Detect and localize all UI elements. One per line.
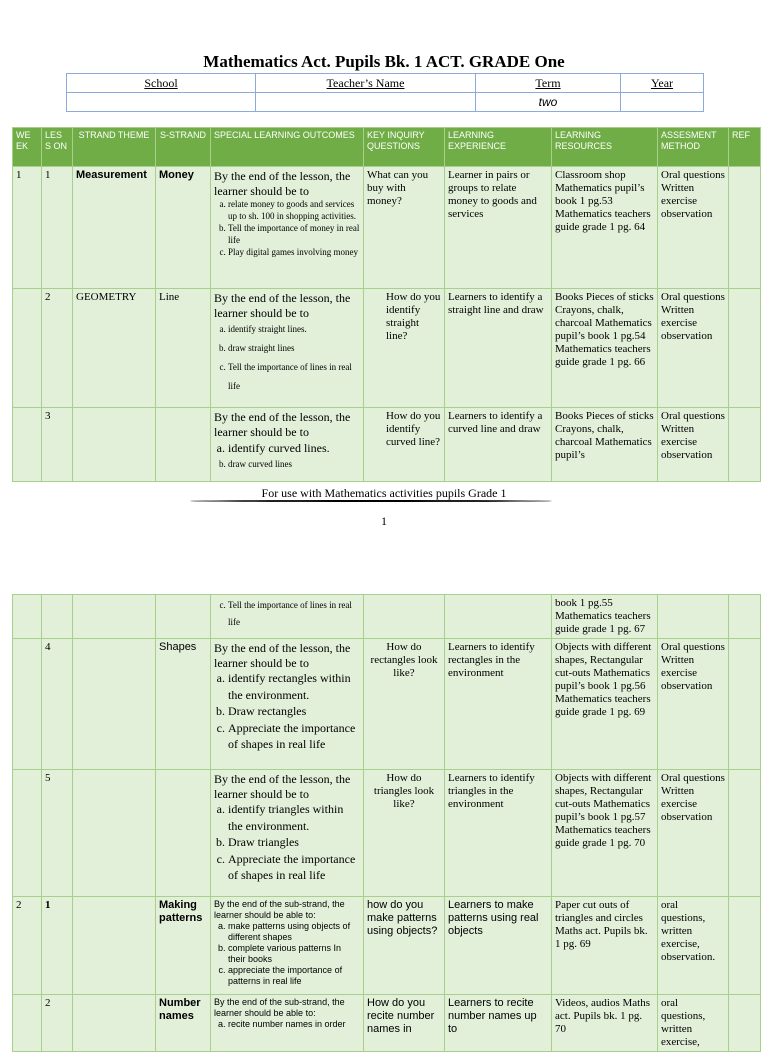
outcome-item: b. Draw triangles — [228, 834, 360, 851]
experience-cell: Learners to identify triangles in the environment — [445, 770, 552, 897]
header-assessment: ASSESMENT METHOD — [658, 128, 729, 167]
experience-cell — [445, 595, 552, 639]
assessment-cell: Oral questions Written exercise observation — [658, 167, 729, 289]
header-week: WE EK — [13, 128, 42, 167]
resources-cell: Videos, audios Maths act. Pupils bk. 1 pg. 70 — [552, 995, 658, 1052]
week-cell: 1 — [13, 167, 42, 289]
sub-strand-cell: Number names — [156, 995, 211, 1052]
outcome-item: a. identify straight lines. — [228, 320, 360, 339]
week-cell — [13, 595, 42, 639]
sub-strand-cell: Money — [156, 167, 211, 289]
header-lesson: LES S ON — [42, 128, 73, 167]
outcome-item: b. draw curved lines — [228, 458, 360, 470]
outcome-item: b. Tell the importance of money in real life — [228, 222, 360, 246]
table-row — [13, 167, 761, 289]
outcome-item: a. relate money to goods and services up to sh. 100 in shopping activities. — [228, 198, 360, 222]
outcome-list — [214, 921, 360, 987]
ref-cell — [729, 995, 761, 1052]
outcomes-cell — [211, 995, 364, 1052]
question-cell: how do you make patterns using objects? — [364, 897, 445, 995]
outcome-item: c. Tell the importance of lines in real life — [228, 358, 360, 396]
lesson-cell — [42, 595, 73, 639]
week-cell — [13, 770, 42, 897]
outcomes-cell — [211, 167, 364, 289]
outcome-intro: By the end of the lesson, the learner should be to — [214, 641, 351, 670]
outcome-intro: By the end of the sub-strand, the learner should be able to: — [214, 997, 345, 1018]
outcome-list — [214, 670, 360, 753]
page-footer: For use with Mathematics activities pupils Grade 1 — [261, 486, 507, 500]
resources-cell: Books Pieces of sticks Crayons, chalk, charcoal Mathematics pupil’s — [552, 408, 658, 482]
sub-strand-cell: Making patterns — [156, 897, 211, 995]
outcome-intro: By the end of the lesson, the learner should be to — [214, 291, 351, 320]
scheme-table-page2 — [12, 594, 761, 1052]
school-label: School — [67, 74, 256, 93]
assessment-cell: Oral questions Written exercise observation — [658, 639, 729, 770]
week-cell — [13, 289, 42, 408]
outcome-item: a. identify triangles within the environment. — [228, 801, 360, 834]
question-cell: How do you identify straight line? — [364, 289, 445, 408]
outcomes-cell — [211, 408, 364, 482]
resources-cell: Paper cut outs of triangles and circles Maths act. Pupils bk. 1 pg. 69 — [552, 897, 658, 995]
outcome-list — [214, 320, 360, 396]
outcome-intro: By the end of the sub-strand, the learner should be able to: — [214, 899, 345, 920]
question-cell: How do rectangles look like? — [364, 639, 445, 770]
year-label: Year — [621, 74, 704, 93]
strand-cell: GEOMETRY — [73, 289, 156, 408]
strand-cell — [73, 897, 156, 995]
outcome-item: a. make patterns using objects of different shapes — [228, 921, 360, 943]
assessment-cell: oral questions, written exercise, observation. — [658, 897, 729, 995]
teacher-name-field[interactable] — [256, 93, 476, 112]
outcome-intro: By the end of the lesson, the learner should be to — [214, 169, 351, 198]
assessment-cell: Oral questions Written exercise observation — [658, 408, 729, 482]
footer-divider — [190, 500, 552, 502]
strand-cell: Measurement — [73, 167, 156, 289]
teacher-name-label: Teacher’s Name — [256, 74, 476, 93]
lesson-cell: 5 — [42, 770, 73, 897]
outcome-item: b. complete various patterns In their books — [228, 943, 360, 965]
strand-cell — [73, 995, 156, 1052]
experience-cell: Learner in pairs or groups to relate money to goods and services — [445, 167, 552, 289]
experience-cell: Learners to identify rectangles in the environment — [445, 639, 552, 770]
resources-cell: Objects with different shapes, Rectangular cut-outs Mathematics pupil’s book 1 pg.57 Mathematics teachers guide grade 1 pg. 70 — [552, 770, 658, 897]
year-field[interactable] — [621, 93, 704, 112]
table-row — [13, 408, 761, 482]
ref-cell — [729, 595, 761, 639]
table-row — [13, 995, 761, 1052]
outcome-item: c. appreciate the importance of patterns in real life — [228, 965, 360, 987]
ref-cell — [729, 639, 761, 770]
resources-cell: Classroom shop Mathematics pupil’s book 1 pg.53 Mathematics teachers guide grade 1 pg. 64 — [552, 167, 658, 289]
strand-cell — [73, 408, 156, 482]
outcome-item: a. identify curved lines. — [228, 439, 360, 458]
outcome-item: b. Draw rectangles — [228, 703, 360, 720]
sub-strand-cell: Shapes — [156, 639, 211, 770]
table-row — [13, 289, 761, 408]
outcome-list — [214, 597, 360, 631]
lesson-cell: 2 — [42, 995, 73, 1052]
outcome-item: c. Tell the importance of lines in real life — [228, 597, 360, 631]
ref-cell — [729, 770, 761, 897]
lesson-cell: 1 — [42, 167, 73, 289]
outcome-item: a. identify rectangles within the environment. — [228, 670, 360, 703]
school-field[interactable] — [67, 93, 256, 112]
ref-cell — [729, 897, 761, 995]
header-sub-strand: S-STRAND — [156, 128, 211, 167]
week-cell: 2 — [13, 897, 42, 995]
week-cell — [13, 995, 42, 1052]
experience-cell: Learners to identify a curved line and draw — [445, 408, 552, 482]
scheme-table-page1 — [12, 127, 761, 482]
outcome-item: c. Play digital games involving money — [228, 246, 360, 258]
table-row — [13, 897, 761, 995]
resources-cell: Objects with different shapes, Rectangular cut-outs Mathematics pupil’s book 1 pg.56 Mathematics teachers guide grade 1 pg. 69 — [552, 639, 658, 770]
strand-cell — [73, 770, 156, 897]
outcome-list — [214, 1019, 360, 1030]
header-ref: REF — [729, 128, 761, 167]
outcomes-cell — [211, 770, 364, 897]
assessment-cell: Oral questions Written exercise observation — [658, 289, 729, 408]
header-resources: LEARNING RESOURCES — [552, 128, 658, 167]
experience-cell: Learners to identify a straight line and draw — [445, 289, 552, 408]
week-cell — [13, 408, 42, 482]
assessment-cell: oral questions, written exercise, — [658, 995, 729, 1052]
question-cell — [364, 595, 445, 639]
term-field[interactable]: two — [476, 93, 621, 112]
question-cell: How do triangles look like? — [364, 770, 445, 897]
outcome-list — [214, 439, 360, 470]
term-label: Term — [476, 74, 621, 93]
outcomes-cell — [211, 595, 364, 639]
ref-cell — [729, 408, 761, 482]
strand-cell — [73, 595, 156, 639]
resources-cell: Books Pieces of sticks Crayons, chalk, charcoal Mathematics pupil’s book 1 pg.54 Mathematics teachers guide grade 1 pg. 66 — [552, 289, 658, 408]
question-cell: How do you identify curved line? — [364, 408, 445, 482]
outcomes-cell — [211, 289, 364, 408]
document-title: Mathematics Act. Pupils Bk. 1 ACT. GRADE One — [203, 52, 565, 71]
outcome-list — [214, 198, 360, 258]
outcome-intro: By the end of the lesson, the learner should be to — [214, 772, 351, 801]
sub-strand-cell — [156, 770, 211, 897]
strand-cell — [73, 639, 156, 770]
outcome-item: c. Appreciate the importance of shapes in real life — [228, 851, 360, 884]
table-row — [13, 595, 761, 639]
sub-strand-cell — [156, 595, 211, 639]
page-number: 1 — [381, 514, 387, 528]
outcome-list — [214, 801, 360, 884]
resources-cell: book 1 pg.55 Mathematics teachers guide grade 1 pg. 67 — [552, 595, 658, 639]
outcomes-cell — [211, 897, 364, 995]
ref-cell — [729, 289, 761, 408]
header-row — [13, 128, 761, 167]
table-row — [13, 639, 761, 770]
lesson-cell: 2 — [42, 289, 73, 408]
info-table — [66, 73, 704, 112]
lesson-cell: 1 — [42, 897, 73, 995]
header-outcomes: SPECIAL LEARNING OUTCOMES — [211, 128, 364, 167]
outcome-item: c. Appreciate the importance of shapes in real life — [228, 720, 360, 753]
ref-cell — [729, 167, 761, 289]
header-questions: KEY INQUIRY QUESTIONS — [364, 128, 445, 167]
header-strand: STRAND THEME — [73, 128, 156, 167]
week-cell — [13, 639, 42, 770]
lesson-cell: 4 — [42, 639, 73, 770]
outcome-item: b. draw straight lines — [228, 339, 360, 358]
table-row — [13, 770, 761, 897]
outcome-item: a. recite number names in order — [228, 1019, 360, 1030]
header-experience: LEARNING EXPERIENCE — [445, 128, 552, 167]
experience-cell: Learners to recite number names up to — [445, 995, 552, 1052]
outcome-intro: By the end of the lesson, the learner should be to — [214, 410, 351, 439]
assessment-cell: Oral questions Written exercise observation — [658, 770, 729, 897]
question-cell: How do you recite number names in — [364, 995, 445, 1052]
sub-strand-cell — [156, 408, 211, 482]
sub-strand-cell: Line — [156, 289, 211, 408]
lesson-cell: 3 — [42, 408, 73, 482]
outcomes-cell — [211, 639, 364, 770]
question-cell: What can you buy with money? — [364, 167, 445, 289]
assessment-cell — [658, 595, 729, 639]
experience-cell: Learners to make patterns using real objects — [445, 897, 552, 995]
